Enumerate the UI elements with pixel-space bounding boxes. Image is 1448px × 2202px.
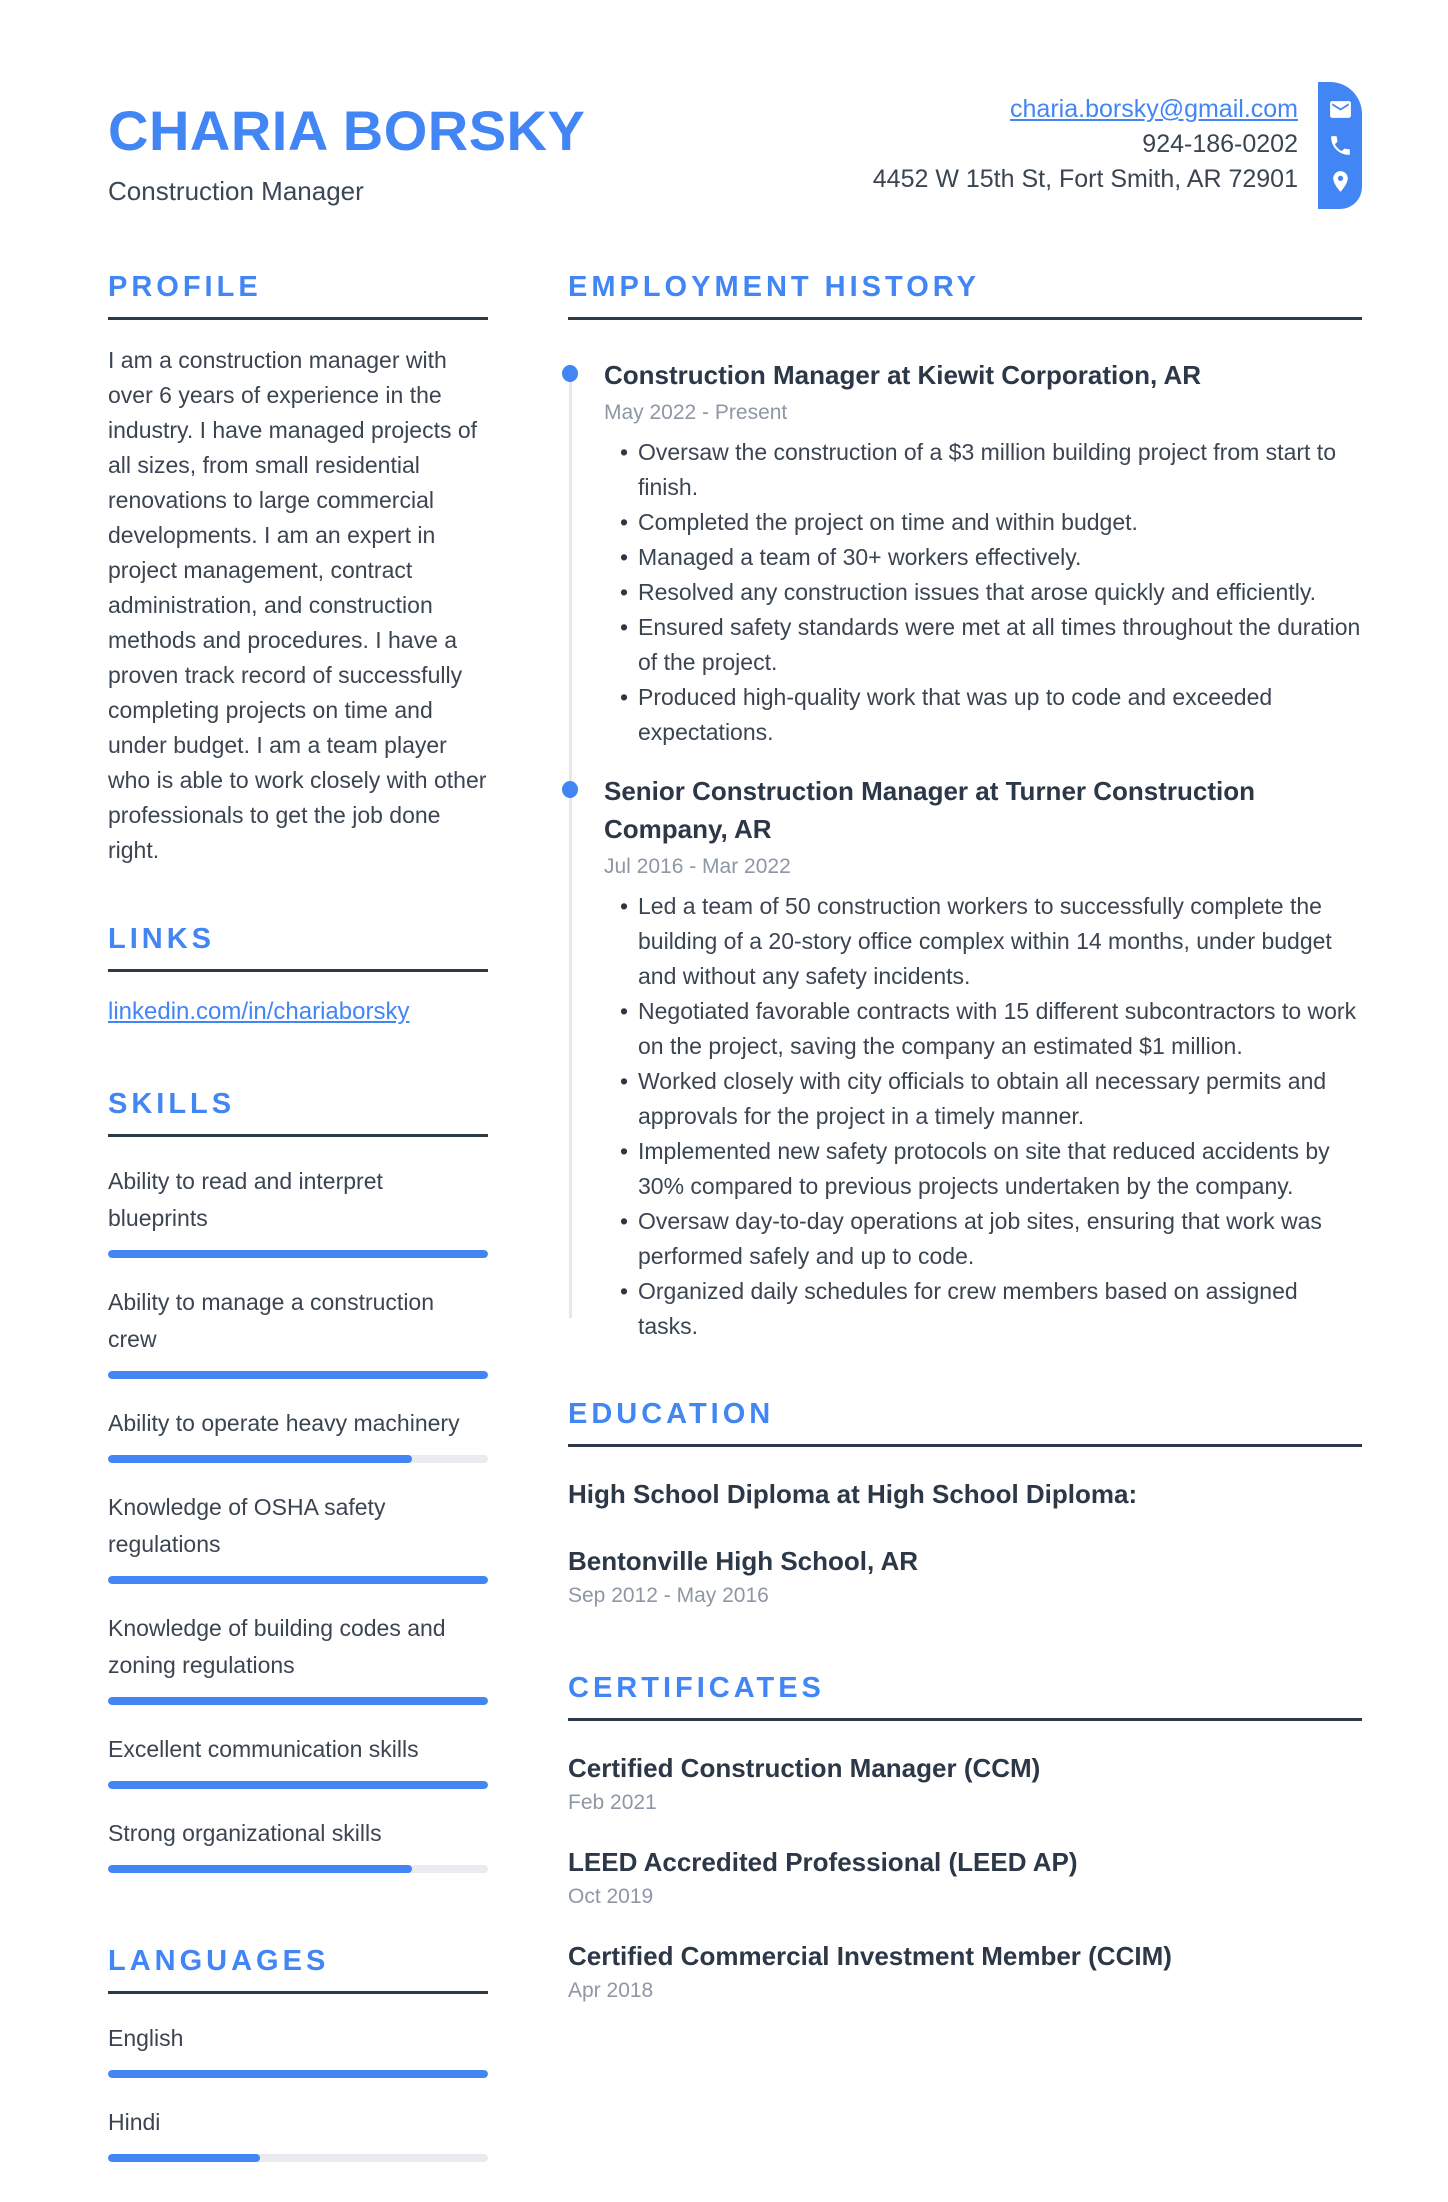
job-dates: May 2022 - Present: [604, 401, 788, 424]
skill-bar-track: [108, 1781, 488, 1789]
sidebar-column: [108, 271, 488, 2162]
job-dates: Jul 2016 - Mar 2022: [604, 855, 791, 878]
skill-item: [108, 1405, 488, 1463]
certificate-dates: Oct 2019: [568, 1885, 654, 1908]
person-job-title: Construction Manager: [108, 175, 364, 206]
skill-bar-fill: [108, 1371, 488, 1379]
skill-label: Ability to manage a construction crew: [108, 1289, 435, 1352]
job-bullet: • Produced high-quality work that was up to code and exceeded expectations.: [604, 680, 1362, 750]
certificate-item: [568, 1847, 1362, 1909]
email-link[interactable]: charia.borsky@gmail.com: [1010, 95, 1298, 123]
skill-label: Knowledge of OSHA safety regulations: [108, 1494, 386, 1557]
contact-block: [873, 82, 1362, 209]
header: [108, 95, 1362, 209]
skill-bar-track: [108, 1697, 488, 1705]
skill-bar-track: [108, 1576, 488, 1584]
skill-item: [108, 1284, 488, 1379]
job-entry: [568, 356, 1362, 750]
skills-section: [108, 1088, 488, 1873]
certificate-dates: Apr 2018: [568, 1979, 654, 2002]
skill-bar-fill: [108, 1455, 412, 1463]
contact-icon-card: [1318, 82, 1362, 209]
skill-bar-fill: [108, 1781, 488, 1789]
contact-phone-row: 924-186-0202: [1142, 130, 1298, 158]
identity-block: [108, 100, 585, 207]
certificate-dates: Feb 2021: [568, 1791, 657, 1814]
job-bullet: • Negotiated favorable contracts with 15 different subcontractors to work on the project, saving the company an estimated $1 million.: [604, 994, 1362, 1064]
job-bullet-list: [604, 889, 1362, 1344]
timeline-dot: [562, 781, 578, 798]
content-columns: [108, 271, 1362, 2162]
job-bullet: • Implemented new safety protocols on site that reduced accidents by 30% compared to previous projects undertaken by the company.: [604, 1134, 1362, 1204]
linkedin-link[interactable]: linkedin.com/in/chariaborsky: [108, 998, 410, 1025]
main-column: [568, 271, 1362, 2162]
skill-bar-fill: [108, 1865, 412, 1873]
links-section: [108, 923, 488, 1026]
job-bullet: • Resolved any construction issues that arose quickly and efficiently.: [604, 575, 1362, 610]
phone-icon: [1328, 133, 1353, 158]
education-degree: High School Diploma at High School Diploma:: [568, 1479, 1138, 1509]
job-bullet: • Worked closely with city officials to obtain all necessary permits and approvals for the project in a timely manner.: [604, 1064, 1362, 1134]
job-bullet: • Ensured safety standards were met at all times throughout the duration of the project.: [604, 610, 1362, 680]
profile-section: [108, 271, 488, 868]
education-heading: EDUCATION: [568, 1398, 1362, 1447]
person-name: CHARIA BORSKY: [108, 99, 586, 162]
skill-item: [108, 1489, 488, 1584]
language-item: [108, 2020, 488, 2078]
skill-bar-track: [108, 1865, 488, 1873]
certificate-title: LEED Accredited Professional (LEED AP): [568, 1847, 1078, 1877]
profile-heading: PROFILE: [108, 271, 488, 320]
skill-bar-fill: [108, 1576, 488, 1584]
certificate-item: [568, 1941, 1362, 2003]
job-title: Senior Construction Manager at Turner Construction Company, AR: [604, 776, 1256, 844]
employment-section: [568, 271, 1362, 1344]
contact-email-row: [873, 92, 1298, 127]
employment-heading: EMPLOYMENT HISTORY: [568, 271, 1362, 320]
skill-item: [108, 1163, 488, 1258]
skill-bar-track: [108, 1250, 488, 1258]
skill-item: [108, 1610, 488, 1705]
skill-bar-fill: [108, 1250, 488, 1258]
job-bullet-list: [604, 435, 1362, 750]
employment-timeline: [568, 356, 1362, 1344]
skill-item: [108, 1815, 488, 1873]
certificate-item: [568, 1753, 1362, 1815]
mail-icon: [1328, 97, 1353, 122]
languages-heading: LANGUAGES: [108, 1945, 488, 1994]
education-section: [568, 1398, 1362, 1608]
skills-heading: SKILLS: [108, 1088, 488, 1137]
skill-bar-track: [108, 1371, 488, 1379]
timeline-dot: [562, 365, 578, 382]
skill-label: Ability to read and interpret blueprints: [108, 1168, 383, 1231]
language-bar-track: [108, 2154, 488, 2162]
job-title: Construction Manager at Kiewit Corporation, AR: [604, 360, 1202, 390]
job-bullet: • Managed a team of 30+ workers effectively.: [604, 540, 1362, 575]
skill-label: Ability to operate heavy machinery: [108, 1410, 460, 1436]
job-entry: [568, 772, 1362, 1344]
skill-label: Excellent communication skills: [108, 1736, 419, 1762]
certificates-section: [568, 1672, 1362, 2003]
skill-label: Knowledge of building codes and zoning regulations: [108, 1615, 446, 1678]
education-school: Bentonville High School, AR: [568, 1546, 919, 1576]
languages-section: [108, 1945, 488, 2162]
skill-item: [108, 1731, 488, 1789]
language-bar-fill: [108, 2154, 260, 2162]
language-item: [108, 2104, 488, 2162]
link-item: [108, 998, 488, 1026]
education-dates: Sep 2012 - May 2016: [568, 1584, 769, 1607]
certificate-title: Certified Construction Manager (CCM): [568, 1753, 1041, 1783]
job-bullet: • Organized daily schedules for crew members based on assigned tasks.: [604, 1274, 1362, 1344]
language-label: English: [108, 2025, 184, 2051]
links-heading: LINKS: [108, 923, 488, 972]
skill-bar-track: [108, 1455, 488, 1463]
job-bullet: • Completed the project on time and within budget.: [604, 505, 1362, 540]
profile-text: I am a construction manager with over 6 years of experience in the industry. I have managed projects of all sizes, from small residential renovations to large commercial developments. I am an expert in project management, contract administration, and construction methods and procedures. I have a proven track record of successfully completing projects on time and under budget. I am a team player who is able to work closely with other professionals to get the job done right.: [108, 347, 487, 863]
contact-lines: [873, 92, 1298, 197]
certificate-title: Certified Commercial Investment Member (CCIM): [568, 1941, 1172, 1971]
location-pin-icon: [1328, 169, 1353, 194]
language-label: Hindi: [108, 2109, 161, 2135]
contact-address-row: 4452 W 15th St, Fort Smith, AR 72901: [872, 165, 1298, 193]
job-bullet: • Led a team of 50 construction workers to successfully complete the building of a 20-story office complex within 14 months, under budget and without any safety incidents.: [604, 889, 1362, 994]
job-bullet: • Oversaw day-to-day operations at job sites, ensuring that work was performed safely and up to code.: [604, 1204, 1362, 1274]
skill-label: Strong organizational skills: [108, 1820, 382, 1846]
certificates-heading: CERTIFICATES: [568, 1672, 1362, 1721]
job-bullet: • Oversaw the construction of a $3 million building project from start to finish.: [604, 435, 1362, 505]
language-bar-fill: [108, 2070, 488, 2078]
language-bar-track: [108, 2070, 488, 2078]
skill-bar-fill: [108, 1697, 488, 1705]
